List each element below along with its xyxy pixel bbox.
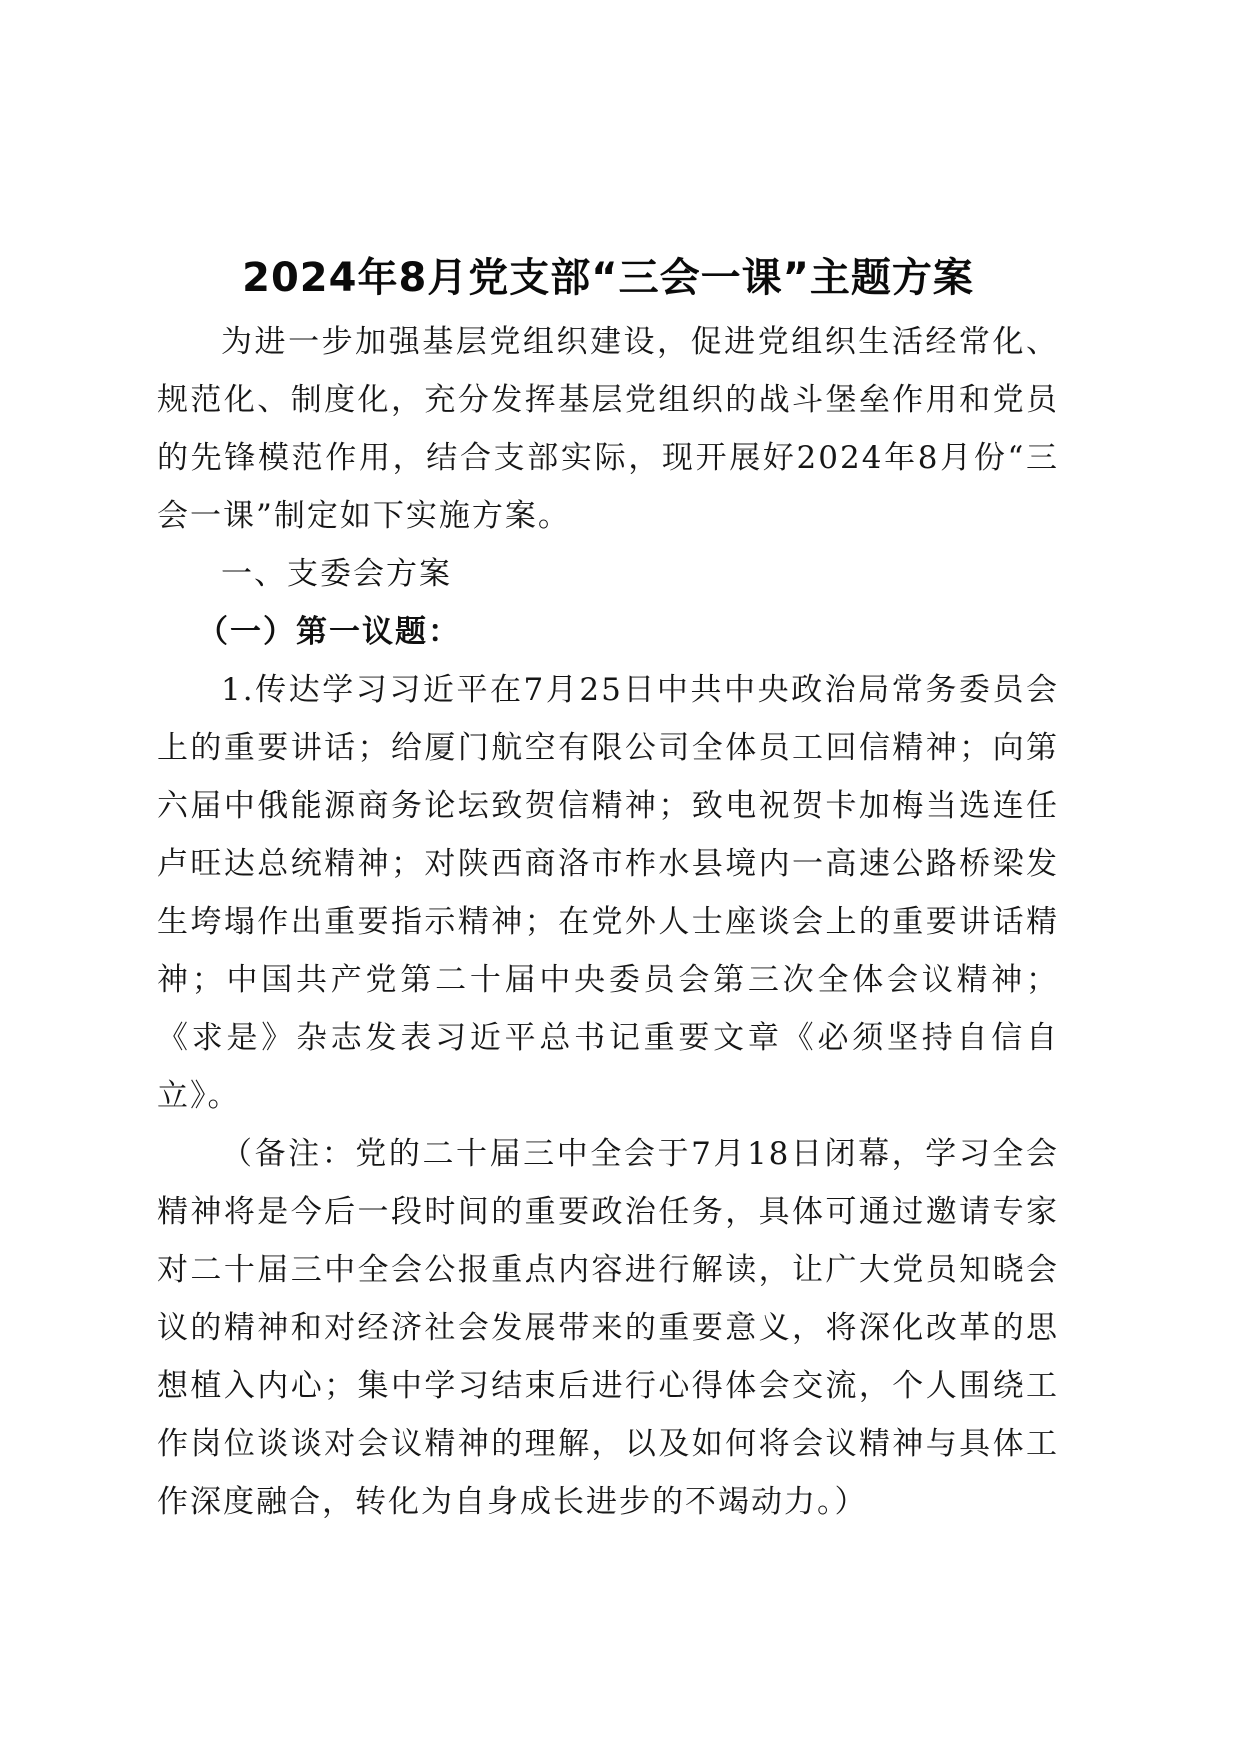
section-heading: 一、支委会方案 <box>221 556 452 592</box>
subsection-heading: （一）第一议题： <box>197 614 461 650</box>
document-body <box>157 248 1059 1531</box>
note-paragraph: （备注：党的二十届三中全会于7月18日闭幕，学习全会精神将是今后一段时间的重要政治任务，具体可通过邀请专家对二十届三中全会公报重点内容进行解读，让广大党员知晓会议的精神和对经济社会发展带来的重要意义，将深化改革的思想植入内心；集中学习结束后进行心得体会交流，个人围绕工作岗位谈谈对会议精神的理解，以及如何将会议精神与具体工作深度融合，转化为自身成长进步的不竭动力。） <box>157 1136 1059 1520</box>
item-paragraph: 1.传达学习习近平在7月25日中共中央政治局常务委员会上的重要讲话；给厦门航空有限公司全体员工回信精神；向第六届中俄能源商务论坛致贺信精神；致电祝贺卡加梅当选连任卢旺达总统精神；对陕西商洛市柞水县境内一高速公路桥梁发生垮塌作出重要指示精神；在党外人士座谈会上的重要讲话精神；中国共产党第二十届中央委员会第三次全体会议精神；《求是》杂志发表习近平总书记重要文章《必须坚持自信自立》。 <box>157 672 1059 1114</box>
document-title: 2024年8月党支部“三会一课”主题方案 <box>242 255 974 301</box>
intro-paragraph: 为进一步加强基层党组织建设，促进党组织生活经常化、规范化、制度化，充分发挥基层党组织的战斗堡垒作用和党员的先锋模范作用，结合支部实际，现开展好2024年8月份“三会一课”制定如下实施方案。 <box>157 324 1059 534</box>
